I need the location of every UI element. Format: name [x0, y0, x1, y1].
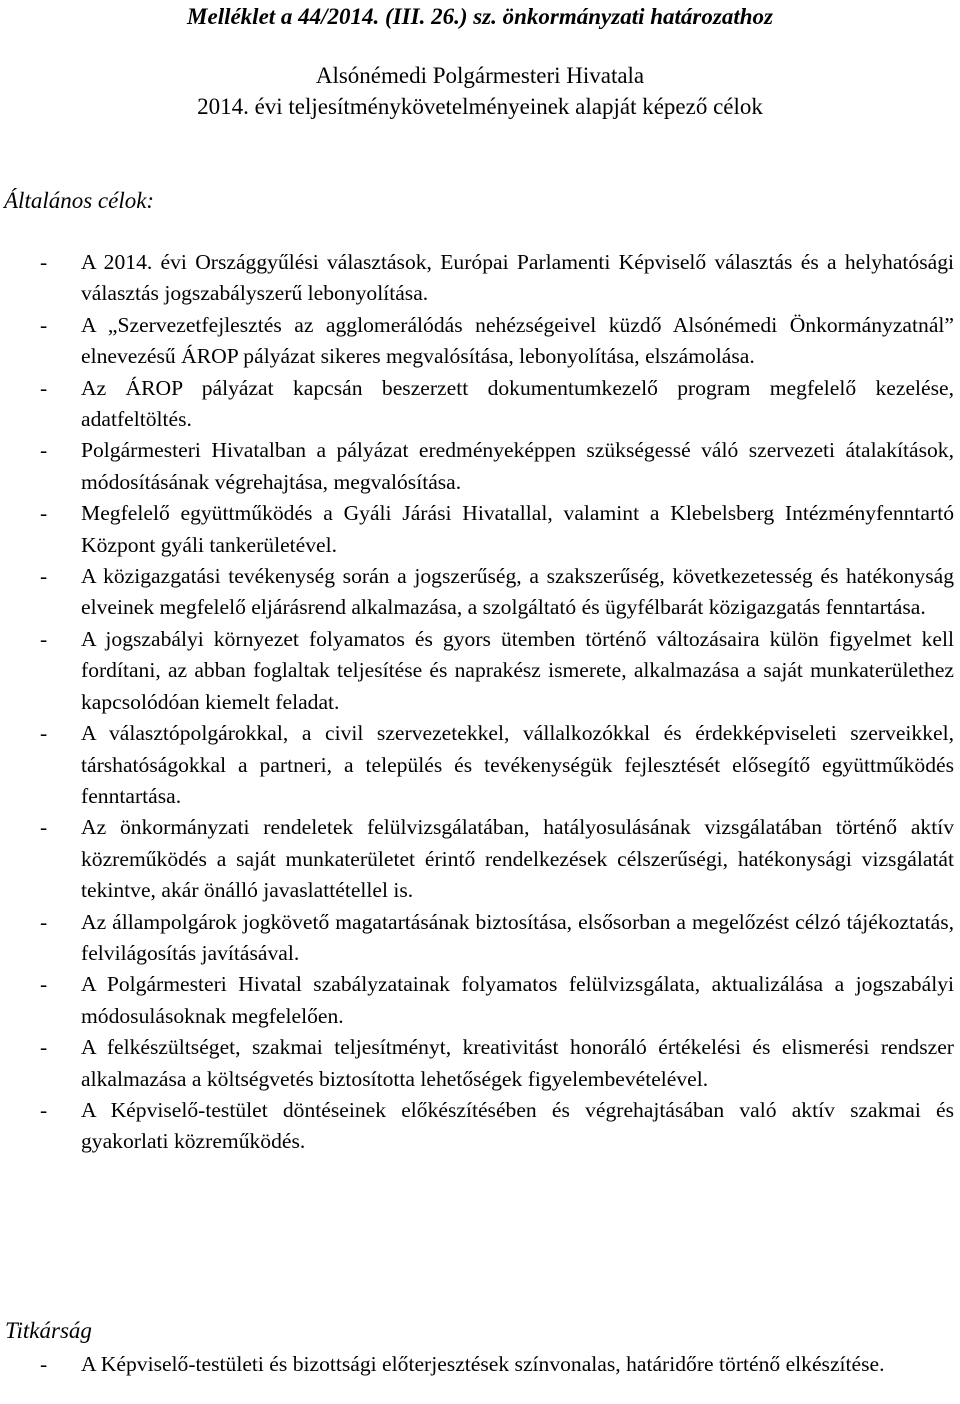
secretariat-goals-list [0, 1349, 960, 1380]
list-item-text: A „Szervezetfejlesztés az agglomerálódás nehézségeivel küzdő Alsónémedi Önkormányzatnál” elnevezésű ÁROP pályázat sikeres megvalósítása, lebonyolítása, elszámolása. [81, 312, 954, 369]
list-item [0, 624, 960, 718]
list-item-text: A Képviselő-testületi és bizottsági előterjesztések színvonalas, határidőre történő elkészítése. [81, 1352, 885, 1376]
bullet-dash: - [40, 250, 48, 274]
list-item [0, 1349, 960, 1380]
general-goals-heading: Általános célok: [4, 188, 155, 213]
bullet-dash: - [40, 501, 48, 526]
list-item [0, 373, 960, 436]
list-item [0, 310, 960, 373]
list-item-text: Az állampolgárok jogkövető magatartásának biztosítása, elsősorban a megelőzést célzó tájékoztatás, felvilágosítás javításával. [81, 909, 954, 965]
secretariat-heading: Titkárság [5, 1318, 92, 1343]
bullet-dash: - [40, 312, 48, 337]
bullet-dash: - [40, 1097, 48, 1122]
list-item-text: A választópolgárokkal, a civil szervezetekkel, vállalkozókkal és érdekképviseleti szerveikkel, társhatóságokkal a partneri, a település és tevékenységük fejlesztését elősegítő együttműködés fenntartása. [81, 721, 954, 808]
bullet-dash: - [40, 815, 48, 840]
list-item [0, 907, 960, 970]
bullet-dash: - [40, 1035, 48, 1060]
list-item [0, 498, 960, 561]
general-goals-list [0, 247, 960, 1158]
bullet-dash: - [40, 564, 48, 589]
bullet-dash: - [40, 972, 48, 997]
list-item [0, 812, 960, 906]
list-item-text: A Polgármesteri Hivatal szabályzatainak folyamatos felülvizsgálata, aktualizálása a jogszabályi módosulásoknak megfelelően. [81, 972, 954, 1028]
bullet-dash: - [40, 375, 48, 400]
list-item [0, 561, 960, 624]
list-item-text: A közigazgatási tevékenység során a jogszerűség, a szakszerűség, következetesség és hatékonyság elveinek megfelelő eljárásrend alkalmazása, a szolgáltató és ügyfélbarát közigazgatás fenntartása. [81, 564, 954, 620]
list-item-text: A 2014. évi Országgyűlési választások, Európai Parlamenti Képviselő választás és a helyhatósági választás jogszabályszerű lebonyolítása. [81, 250, 954, 306]
list-item [0, 247, 960, 310]
list-item-text: A jogszabályi környezet folyamatos és gyors ütemben történő változásaira külön figyelmet kell fordítani, az abban foglaltak teljesítése és naprakész ismerete, alkalmazása a saját munkaterülethez kapcsolódóan kiemelt feladat. [81, 626, 954, 714]
list-item-text: A felkészültséget, szakmai teljesítményt, kreativitást honoráló értékelési és elismerési rendszer alkalmazása a költségvetés biztosította lehetőségek figyelembevételével. [81, 1035, 954, 1091]
list-item [0, 1095, 960, 1158]
bullet-dash: - [40, 721, 48, 746]
list-item-text: Az önkormányzati rendeletek felülvizsgálatában, hatályosulásának vizsgálatában történő aktív közreműködés a saját munkaterületet érintő rendelkezések célszerűségi, hatékonysági vizsgálatát tekintve, akár önálló javaslattétellel is. [81, 815, 954, 903]
list-item-text: Megfelelő együttműködés a Gyáli Járási Hivatallal, valamint a Klebelsberg Intézményfenntartó Központ gyáli tankerületével. [81, 501, 954, 557]
bullet-dash: - [40, 438, 48, 463]
list-item-text: Polgármesteri Hivatalban a pályázat eredményeképpen szükségessé váló szervezeti átalakítások, módosításának végrehajtása, megvalósítása. [81, 438, 954, 494]
annex-reference: Melléklet a 44/2014. (III. 26.) sz. önkormányzati határozathoz [187, 4, 773, 29]
document-title-line-1: Alsónémedi Polgármesteri Hivatala [315, 63, 645, 88]
bullet-dash: - [40, 626, 48, 651]
document-title-line-2: 2014. évi teljesítménykövetelményeinek alapját képező célok [197, 94, 763, 119]
list-item [0, 969, 960, 1032]
bullet-dash: - [40, 1352, 48, 1376]
list-item-text: A Képviselő-testület döntéseinek előkészítésében és végrehajtásában való aktív szakmai és gyakorlati közreműködés. [81, 1097, 954, 1154]
list-item [0, 718, 960, 812]
list-item [0, 1032, 960, 1095]
list-item-text: Az ÁROP pályázat kapcsán beszerzett dokumentumkezelő program megfelelő kezelése, adatfeltöltés. [81, 375, 954, 432]
bullet-dash: - [40, 909, 48, 934]
list-item [0, 435, 960, 498]
